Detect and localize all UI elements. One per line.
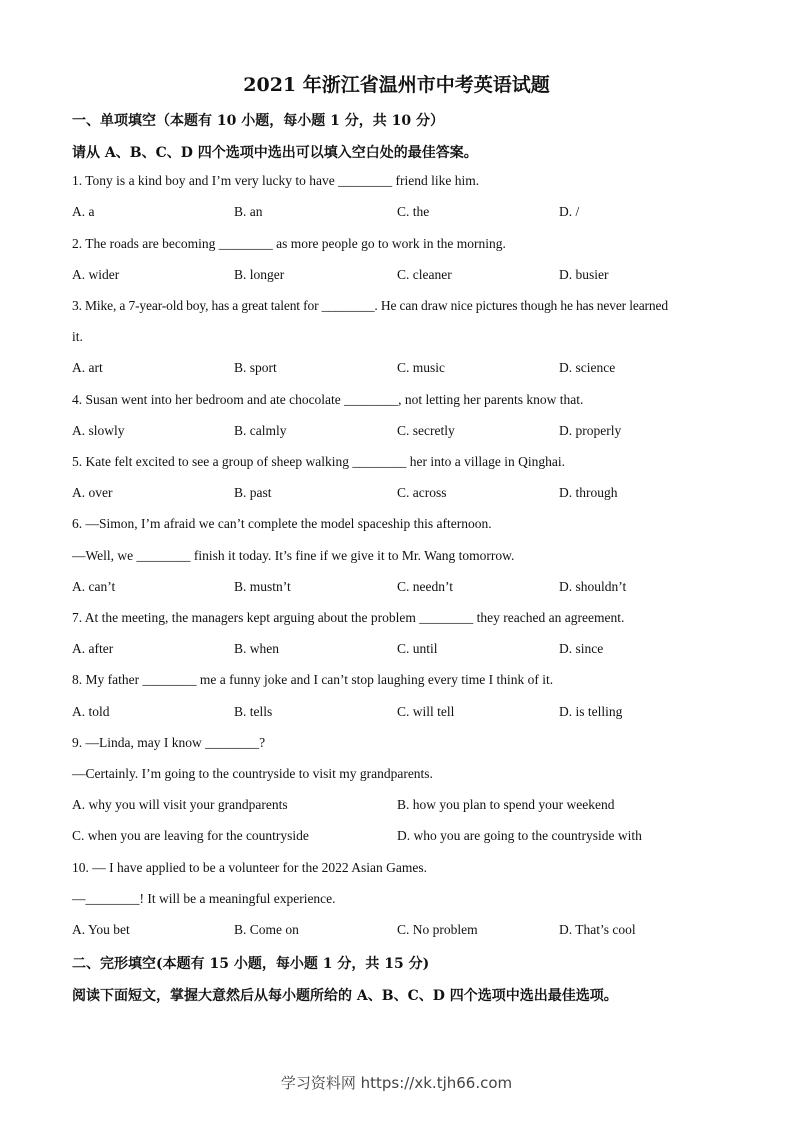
footer-watermark: 学习资料网 https://xk.tjh66.com: [280, 1074, 513, 1092]
question-stem-continued: —Well, we ________ finish it today. It’s fine if we give it to Mr. Wang tomorrow.: [72, 548, 515, 563]
option: D. busier: [559, 267, 609, 282]
option: B. tells: [234, 704, 273, 719]
option: C. secretly: [397, 423, 455, 438]
option: D. since: [559, 641, 604, 656]
option: C. until: [397, 641, 438, 656]
option: B. when: [234, 641, 279, 656]
option: C. cleaner: [397, 267, 452, 282]
option: A. can’t: [72, 579, 116, 594]
option: B. Come on: [234, 922, 299, 937]
option: C. No problem: [397, 922, 478, 937]
option: C. needn’t: [397, 579, 453, 594]
question-stem: 4. Susan went into her bedroom and ate chocolate ________, not letting her parents know that.: [72, 392, 584, 407]
option: A. art: [72, 360, 103, 375]
option: D. That’s cool: [559, 922, 636, 937]
option: C. the: [397, 204, 430, 219]
option: C. will tell: [397, 704, 455, 719]
page-title: 2021 年浙江省温州市中考英语试题: [243, 74, 550, 96]
option: B. sport: [234, 360, 277, 375]
question-stem-continued: —________! It will be a meaningful experience.: [72, 891, 336, 906]
section-2-heading: 二、完形填空(本题有 15 小题，每小题 1 分，共 15 分): [72, 956, 430, 972]
option: C. music: [397, 360, 446, 375]
question-stem-continued: it.: [72, 329, 83, 344]
option: B. longer: [234, 267, 285, 282]
option: B. how you plan to spend your weekend: [397, 797, 615, 812]
option: B. calmly: [234, 423, 287, 438]
option: D. science: [559, 360, 616, 375]
option: A. after: [72, 641, 114, 656]
option: A. You bet: [72, 922, 130, 937]
option: D. through: [559, 485, 618, 500]
question-stem: 9. —Linda, may I know ________?: [72, 735, 266, 750]
option: A. a: [72, 204, 95, 219]
option: C. when you are leaving for the countryside: [72, 828, 309, 843]
question-stem: 8. My father ________ me a funny joke and I can’t stop laughing every time I think of it.: [72, 672, 554, 687]
option: D. properly: [559, 423, 622, 438]
option: A. why you will visit your grandparents: [72, 797, 288, 812]
option: D. who you are going to the countryside with: [397, 828, 642, 843]
question-stem: 1. Tony is a kind boy and I’m very lucky to have ________ friend like him.: [72, 173, 480, 188]
question-stem: 7. At the meeting, the managers kept arguing about the problem ________ they reached an agreement.: [72, 610, 625, 625]
option: B. an: [234, 204, 263, 219]
question-stem: 10. — I have applied to be a volunteer for the 2022 Asian Games.: [72, 860, 428, 875]
section-1-heading: 一、单项填空（本题有 10 小题，每小题 1 分，共 10 分）: [72, 113, 444, 129]
question-stem: 6. —Simon, I’m afraid we can’t complete the model spaceship this afternoon.: [72, 516, 492, 531]
question-stem: 2. The roads are becoming ________ as more people go to work in the morning.: [72, 236, 506, 251]
option: A. told: [72, 704, 110, 719]
option: D. is telling: [559, 704, 623, 719]
option: B. past: [234, 485, 272, 500]
option: A. wider: [72, 267, 120, 282]
section-2-instruction: 阅读下面短文，掌握大意然后从每小题所给的 A、B、C、D 四个选项中选出最佳选项。: [72, 988, 618, 1004]
option: A. over: [72, 485, 113, 500]
option: B. mustn’t: [234, 579, 291, 594]
section-1-instruction: 请从 A、B、C、D 四个选项中选出可以填入空白处的最佳答案。: [72, 145, 478, 161]
option: A. slowly: [72, 423, 125, 438]
question-stem: 5. Kate felt excited to see a group of sheep walking ________ her into a village in Qinghai.: [72, 454, 565, 469]
option: D. /: [559, 204, 580, 219]
question-stem: 3. Mike, a 7-year-old boy, has a great talent for ________. He can draw nice pictures though he has never learned: [72, 298, 668, 313]
option: C. across: [397, 485, 447, 500]
option: D. shouldn’t: [559, 579, 627, 594]
question-stem-continued: —Certainly. I’m going to the countryside to visit my grandparents.: [72, 766, 433, 781]
